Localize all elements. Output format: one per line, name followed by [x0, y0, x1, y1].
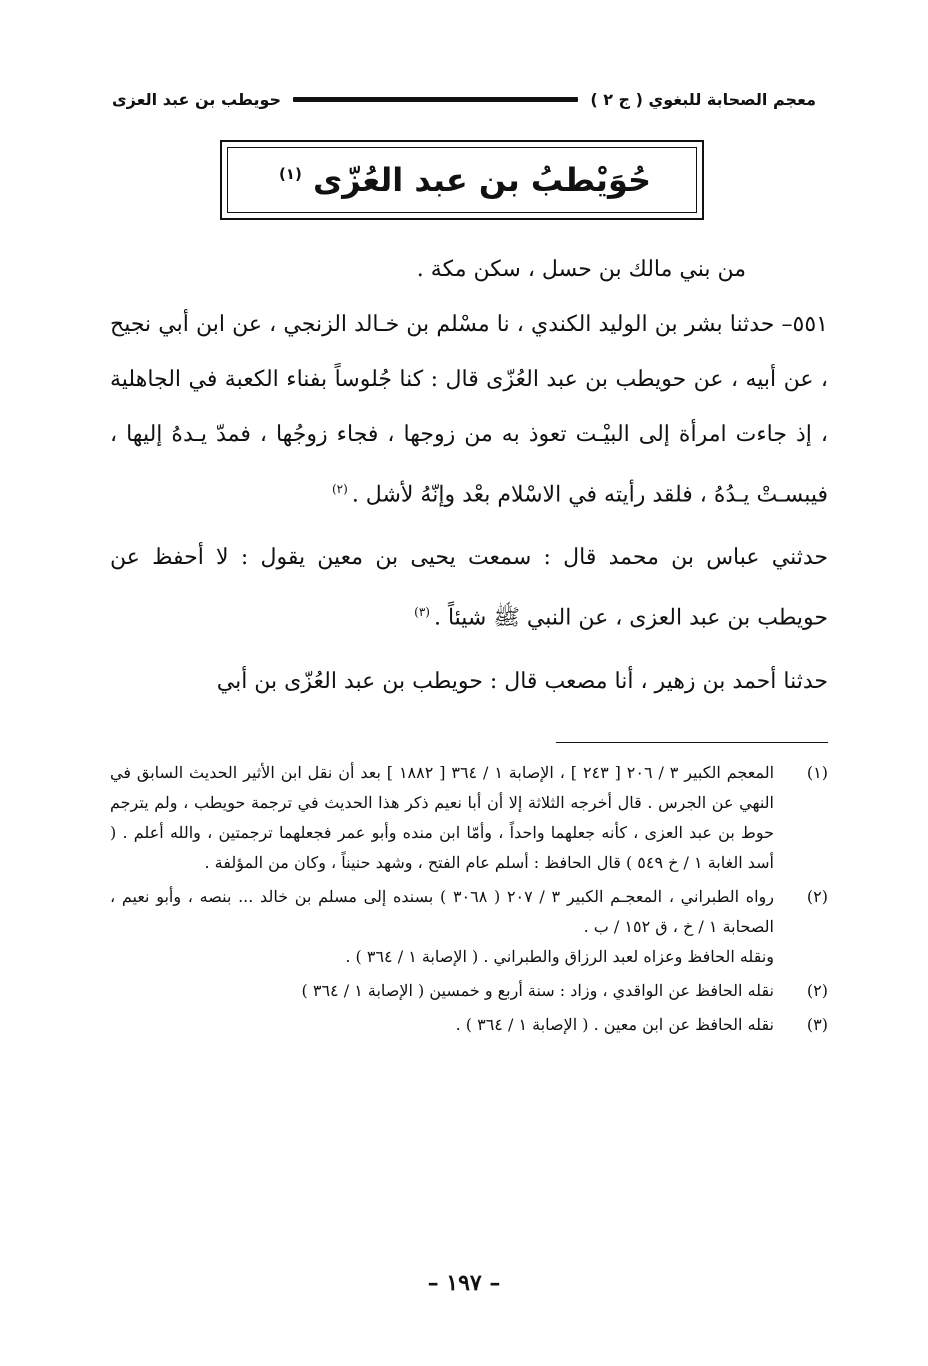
paragraph-hadith-551	[110, 297, 828, 522]
footnote-separator	[556, 742, 828, 743]
footnote-text: رواه الطبراني ، المعجـم الكبير ٣ / ٢٠٧ ( ٣٠٦٨ ) بسنده إلى مسلم بن خالد ... بنصه ، وأبو نعيم ، الصحابة ١ / خ ، ق ١٥٢ / ب .	[110, 887, 774, 936]
paragraph-ibn-maein	[110, 530, 828, 645]
footnote-2b	[110, 976, 828, 1006]
entry-title	[273, 161, 651, 199]
header-section-title: حويطب بن عبد العزى	[112, 89, 282, 109]
paragraph-lineage: من بني مالك بن حسل ، سكن مكة .	[416, 257, 746, 282]
header-book-title: معجم الصحابة للبغوي ( ج ٢ )	[590, 89, 816, 109]
running-header	[112, 86, 816, 112]
title-footnote-ref: (١)	[278, 165, 302, 184]
footnote-number: (٣)	[806, 1015, 828, 1034]
paragraph-ahmad-bin-zuhair: حدثنا أحمد بن زهير ، أنا مصعب قال : حويطب بن عبد العُزّى بن أبي	[216, 668, 828, 694]
footnote-ref-2: (٢)	[331, 482, 348, 496]
footnote-text: ونقله الحافظ وعزاه لعبد الرزاق والطبراني . ( الإصابة ١ / ٣٦٤ ) .	[345, 947, 774, 966]
footnote-body	[110, 1010, 774, 1040]
footnote-body	[110, 976, 774, 1006]
footnotes	[110, 758, 828, 1044]
footnote-number: (٢)	[806, 887, 828, 906]
entry-title-text: حُوَيْطبُ بن عبد العُزّى	[312, 161, 652, 199]
header-rule	[293, 97, 578, 102]
page-number: – ١٩٧ –	[427, 1270, 501, 1296]
main-text	[110, 242, 828, 709]
footnote-text: المعجم الكبير ٣ / ٢٠٦ [ ٢٤٣ ] ، الإصابة ١ / ٣٦٤ [ ١٨٨٢ ] بعد أن نقل ابن الأثير الحديث السابق في النهي عن الجرس . قال أخرجه الثلاثة إلا أن أبا نعيم ذكر هذا الحديث في ترجمة حويطب ، ولم يترجم حوط بن عبد العزى ، كأنه جعلهما واحداً ، وأمّا ابن منده وأبو عمر فجعلهما ترجمتين ، والله أعلم . ( أسد الغابة ١ / خ ٥٤٩ ) قال الحافظ : أسلم عام الفتح ، وشهد حنيناً ، وكان من المؤلفة .	[110, 763, 775, 872]
footnote-number: (١)	[806, 763, 828, 782]
paragraph-ibn-maein-text: حدثني عباس بن محمد قال : سمعت يحيى بن معين يقول : لا أحفظ عن حويطب بن عبد العزى ، عن النبي ﷺ شيئاً .	[110, 545, 828, 631]
footnote-1	[110, 758, 828, 878]
footnote-body	[110, 882, 774, 972]
entry-title-box	[220, 140, 704, 220]
footnote-2	[110, 882, 828, 972]
footnote-3	[110, 1010, 828, 1040]
footnote-number: (٢)	[806, 981, 828, 1000]
paragraph-hadith-551-text: ٥٥١– حدثنا بشر بن الوليد الكندي ، نا مسْلم بن خـالد الزنجي ، عن ابن أبي نجيح ، عن أبيه ، عن حويطب بن عبد العُزّى قال : كنا جُلوساً بفناء الكعبة في الجاهلية ، إذ جاءت امرأة إلى البيْـت تعوذ به من زوجها ، فجاء زوجُها ، فمدّ يـدهُ إليها ، فيبسـتْ يـدُهُ ، فلقد رأيته في الاسْلام بعْد وإنّهُ لأشل .	[110, 312, 828, 508]
footnote-body	[110, 758, 774, 878]
footnote-text: نقله الحافظ عن ابن معين . ( الإصابة ١ / ٣٦٤ ) .	[455, 1015, 774, 1034]
footnote-ref-3: (٣)	[414, 605, 430, 620]
footnote-text: نقله الحافظ عن الواقدي ، وزاد : سنة أربع و خمسين ( الإصابة ١ / ٣٦٤ )	[301, 981, 774, 1000]
